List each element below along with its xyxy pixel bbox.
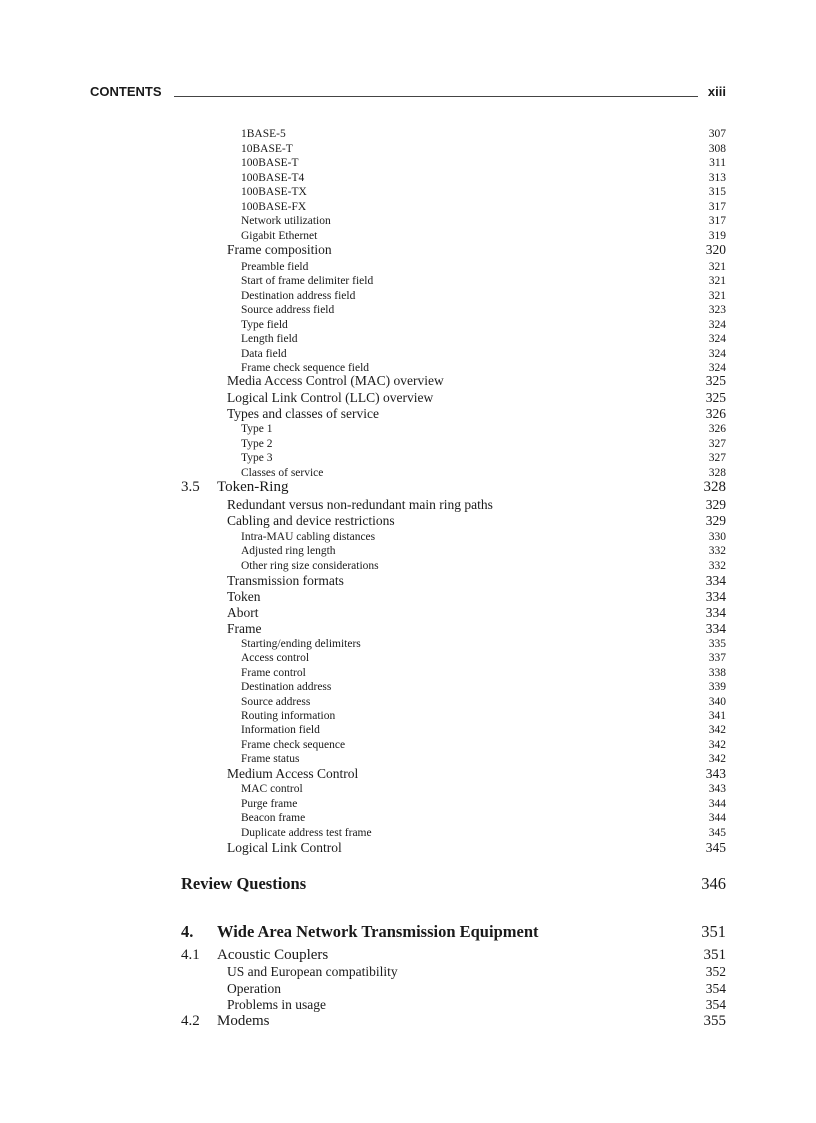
toc-subentry: Destination address field 321: [241, 289, 726, 302]
toc-entry: Operation 354: [227, 980, 726, 996]
toc-subentry: Intra-MAU cabling distances 330: [241, 530, 726, 543]
toc-subentry: Adjusted ring length 332: [241, 545, 726, 557]
toc-subentry: Destination address 339: [241, 681, 726, 693]
toc-subentry: Length field 324: [241, 333, 726, 345]
toc-subentry: Network utilization 317: [241, 215, 726, 227]
toc-subentry: 10BASE-T 308: [241, 142, 726, 155]
toc-subentry: Source address 340: [241, 695, 726, 708]
toc-subentry: MAC control 343: [241, 783, 726, 795]
toc-subentry: Type field 324: [241, 318, 726, 331]
toc-entry: Logical Link Control 345: [227, 839, 726, 855]
toc-subentry: Type 3 327: [241, 452, 726, 464]
toc-entry: Frame composition 320: [227, 242, 726, 257]
toc-subentry: 100BASE-T 311: [241, 157, 726, 169]
toc-entry: Frame 334: [227, 620, 726, 636]
toc-subentry: 1BASE-5 307: [241, 128, 726, 140]
running-head: [90, 84, 726, 100]
toc-section: 3.5 Token-Ring 328: [181, 479, 726, 495]
toc-subentry: 100BASE-FX 317: [241, 200, 726, 213]
toc-entry: Types and classes of service 326: [227, 406, 726, 421]
toc-entry: Media Access Control (MAC) overview 325: [227, 373, 726, 388]
toc-subentry: Beacon frame 344: [241, 812, 726, 824]
toc-subentry: Information field 342: [241, 724, 726, 736]
toc-section: 4.1 Acoustic Couplers 351: [181, 947, 726, 963]
toc-entry: Cabling and device restrictions 329: [227, 513, 726, 528]
toc-subentry: Gigabit Ethernet 319: [241, 229, 726, 242]
toc-subentry: Frame check sequence field 324: [241, 362, 726, 374]
toc-subentry: Other ring size considerations 332: [241, 559, 726, 572]
toc-entry: Problems in usage 354: [227, 996, 726, 1012]
toc-entry: Abort 334: [227, 604, 726, 620]
toc-section: 4.2 Modems 355: [181, 1012, 726, 1029]
toc-entry: Logical Link Control (LLC) overview 325: [227, 389, 726, 405]
toc-subentry: Preamble field 321: [241, 260, 726, 273]
toc-subentry: Frame check sequence 342: [241, 738, 726, 751]
running-head-rule: [174, 96, 698, 97]
toc-subentry: 100BASE-TX 315: [241, 186, 726, 198]
running-head-title: CONTENTS: [90, 84, 162, 99]
toc-subentry: Routing information 341: [241, 710, 726, 722]
toc-entry: Redundant versus non-redundant main ring paths 329: [227, 497, 726, 512]
toc-subentry: Type 1 326: [241, 423, 726, 435]
toc-subentry: Classes of service 328: [241, 466, 726, 479]
toc-entry: US and European compatibility 352: [227, 964, 726, 979]
running-head-page-number: xiii: [707, 84, 726, 99]
toc-subentry: Source address field 323: [241, 304, 726, 316]
toc-subentry: Frame control 338: [241, 666, 726, 679]
toc-subentry: Access control 337: [241, 652, 726, 664]
toc-subentry: Start of frame delimiter field 321: [241, 275, 726, 287]
toc-subentry: Duplicate address test frame 345: [241, 826, 726, 839]
toc-entry: Transmission formats 334: [227, 572, 726, 588]
toc-review-questions: Review Questions 346: [181, 874, 726, 893]
toc-subentry: 100BASE-T4 313: [241, 171, 726, 184]
toc-subentry: Purge frame 344: [241, 797, 726, 810]
toc-entry: Token 334: [227, 588, 726, 604]
toc-entry: Medium Access Control 343: [227, 766, 726, 781]
toc-subentry: Data field 324: [241, 347, 726, 360]
toc-chapter: 4. Wide Area Network Transmission Equipment 351: [181, 922, 726, 941]
toc-subentry: Frame status 342: [241, 753, 726, 765]
toc-subentry: Starting/ending delimiters 335: [241, 637, 726, 650]
toc-subentry: Type 2 327: [241, 437, 726, 450]
